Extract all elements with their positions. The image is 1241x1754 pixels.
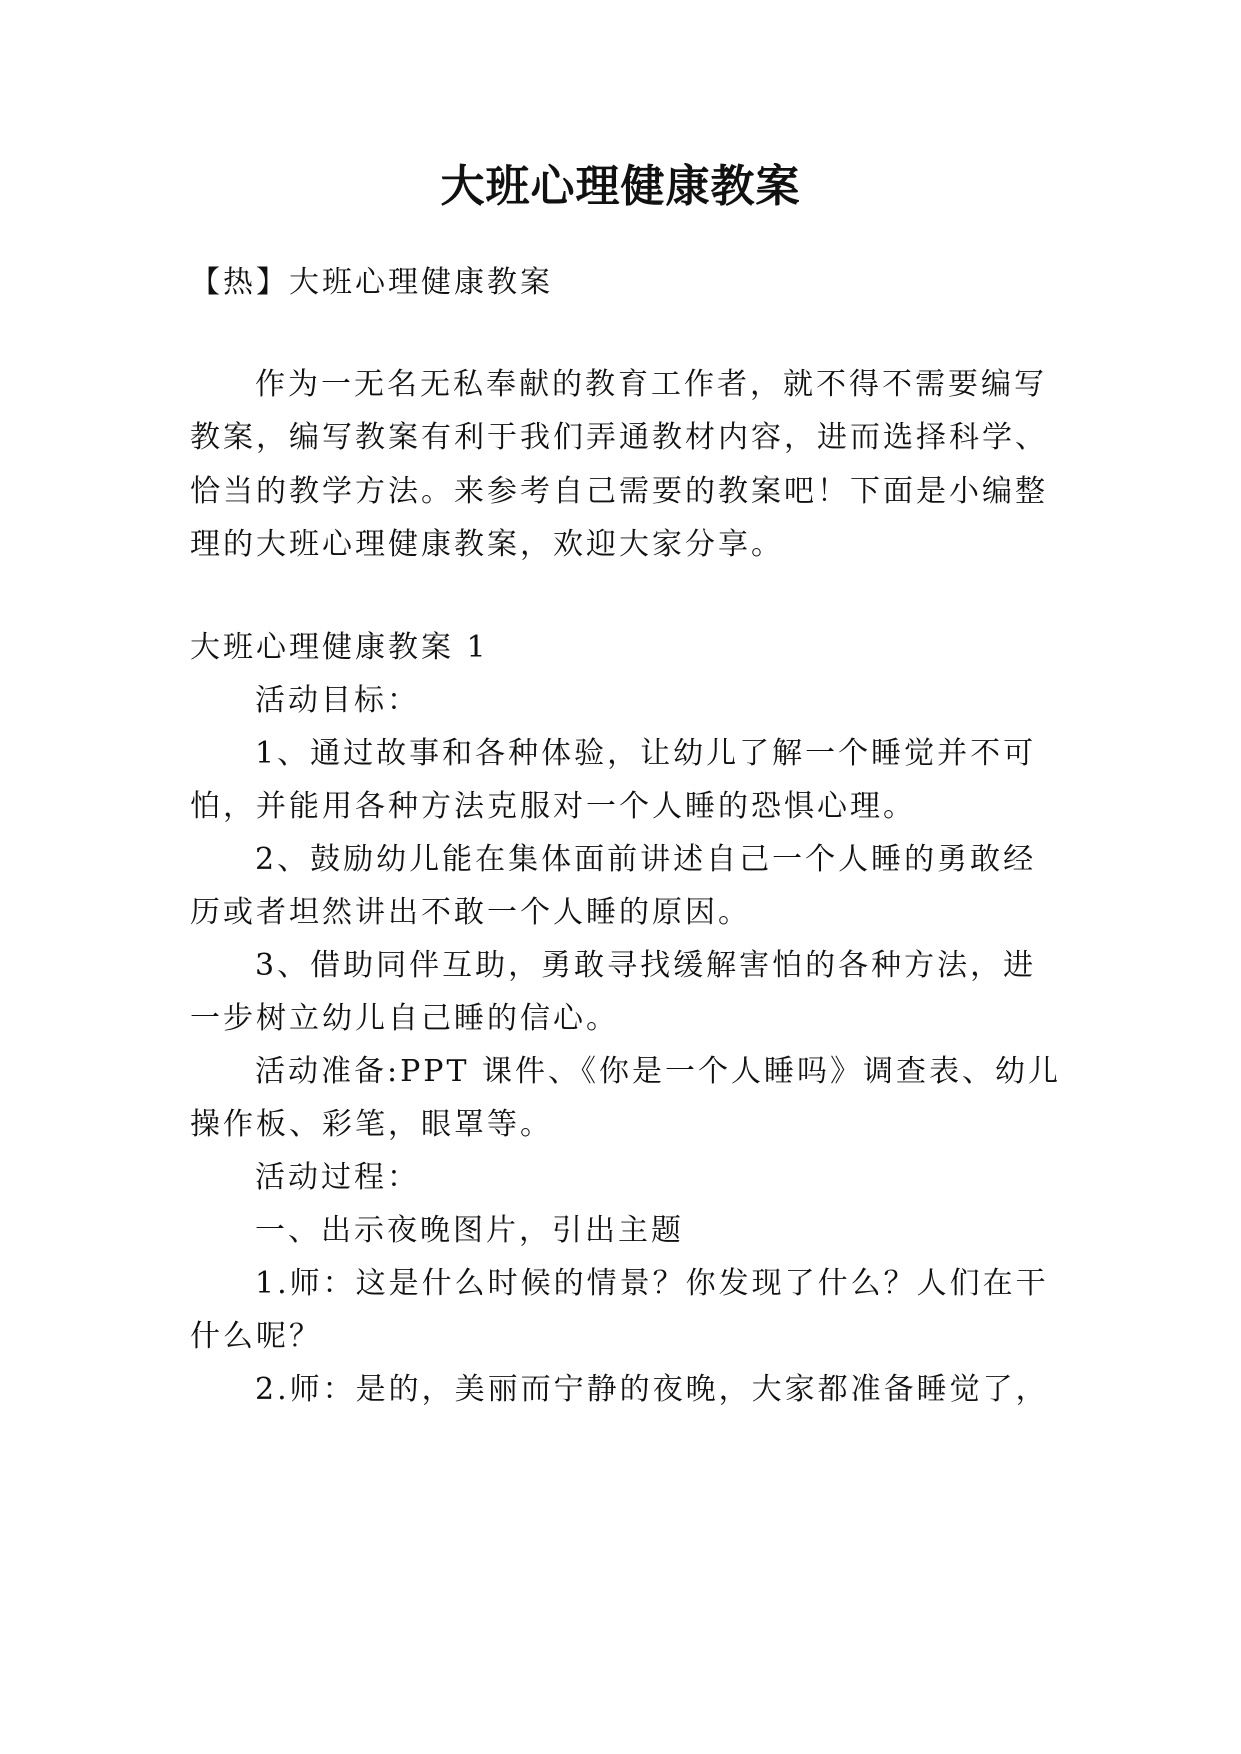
body-line: 1、通过故事和各种体验，让幼儿了解一个睡觉并不可 xyxy=(255,736,1037,771)
intro-line: 理的大班心理健康教案，欢迎大家分享。 xyxy=(190,527,784,562)
body-line: 1.师：这是什么时候的情景？你发现了什么？人们在干 xyxy=(255,1266,1049,1301)
body-line: 2、鼓励幼儿能在集体面前讲述自己一个人睡的勇敢经 xyxy=(255,842,1037,877)
body-line: 怕，并能用各种方法克服对一个人睡的恐惧心理。 xyxy=(190,789,916,824)
body-line: 活动过程： xyxy=(255,1160,420,1195)
body-line: 活动准备:PPT 课件、《你是一个人睡吗》调查表、幼儿 xyxy=(255,1054,1062,1089)
document-title: 大班心理健康教案 xyxy=(440,161,801,212)
body-line: 操作板、彩笔，眼罩等。 xyxy=(190,1107,553,1142)
body-line: 什么呢？ xyxy=(190,1319,322,1354)
intro-line: 教案，编写教案有利于我们弄通教材内容，进而选择科学、 xyxy=(190,420,1048,455)
body-line: 一步树立幼儿自己睡的信心。 xyxy=(190,1001,619,1036)
body-line: 一、出示夜晚图片，引出主题 xyxy=(255,1213,684,1248)
body-line: 活动目标： xyxy=(255,683,420,718)
intro-line: 作为一无名无私奉献的教育工作者，就不得不需要编写 xyxy=(255,367,1047,402)
section-heading: 大班心理健康教案 1 xyxy=(190,630,489,665)
document-subtitle: 【热】大班心理健康教案 xyxy=(190,265,553,300)
body-line: 历或者坦然讲出不敢一个人睡的原因。 xyxy=(190,895,751,930)
body-line: 2.师：是的，美丽而宁静的夜晚，大家都准备睡觉了， xyxy=(255,1372,1049,1407)
body-line: 3、借助同伴互助，勇敢寻找缓解害怕的各种方法，进 xyxy=(255,948,1037,983)
intro-line: 恰当的教学方法。来参考自己需要的教案吧！下面是小编整 xyxy=(190,474,1048,509)
